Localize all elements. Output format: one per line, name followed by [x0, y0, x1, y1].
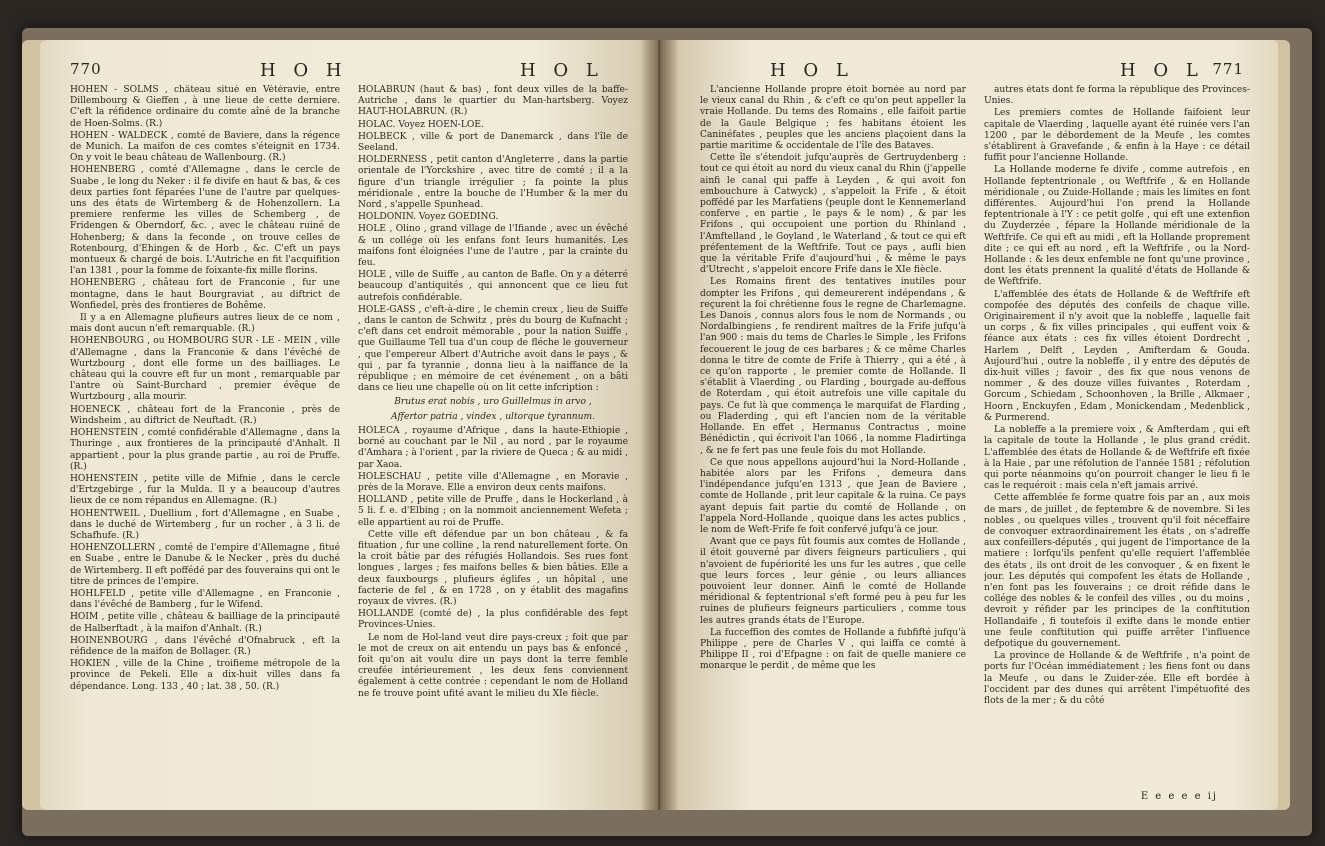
- paragraph: Ce que nous appellons aujourd'hui la Nord-Hollande , habitée alors par les Frifons , demeura dans l'indépendance jufqu'en 1313 , que Jean de Baviere , comte de Hollande , prit leur capitale & la ruina. Ce pays ayant depuis fait partie du comté de Hollande , on l'appela Nord-Hollande , quoique dans les actes publics , le nom de Weft-Frife fe foit confervé jufqu'à ce jour.: [700, 457, 966, 535]
- paragraph: HOLE , Olino , grand village de l'Ifiande , avec un évêché & un collége où les enfans font leurs humanités. Les maifons font éloignées l'une de l'autre , par la crainte du feu.: [358, 224, 628, 269]
- paragraph: HOLLAND , petite ville de Pruffe , dans le Hockerland , à 5 li. f. e. d'Elbing ; on la nommoit anciennement Wefeta ; elle appartient au roi de Pruffe.: [358, 495, 628, 528]
- paragraph: HOLDONIN. Voyez GOEDING.: [358, 212, 499, 223]
- paragraph: HOLAC. Voyez HOEN-LOE.: [358, 119, 484, 130]
- running-head-right-col: H O L: [520, 60, 604, 81]
- running-head-right-col: H O L: [1120, 60, 1204, 81]
- paragraph: Brutus erat nobis , uro Guillelmus in arvo ,: [394, 397, 592, 408]
- paragraph: Cette ville eft défendue par un bon château , & fa fituation , fur une colline , la rend naturellement forte. On la croit bâtie par des réfugiés Hollandois. Ses rues font longues , larges ; fes maifons belles & bien bâties. Elle a deux fauxbourgs , plufieurs églifes , un hôpital , une facterie de fel , & en 1728 , on y établit des magafins royaux de vivres. (R.): [358, 529, 628, 607]
- paragraph: L'ancienne Hollande propre étoit bornée au nord par le vieux canal du Rhin , & c'eft ce qu'on peut appeller la vraie Hollande. Du tems des Romains , elle faifoit partie de la Gaule Belgique ; fes habitans étoient les Caninéfates , peuples que les anciens plaçoient dans la partie maritime & occidentale de l'île des Bataves.: [700, 85, 966, 152]
- signature-mark: E e e e e ij: [1140, 791, 1218, 802]
- paragraph: HOHENBERG , château fort de Franconie , fur une montagne, dans le haut Bourgraviat , au diftrict de Wonfiedel, près des frontieres de Bohême.: [70, 278, 340, 311]
- paragraph: HOLLANDE (comté de) , la plus confidérable des fept Provinces-Unies.: [358, 609, 628, 631]
- paragraph: HOHENSTEIN , petite ville de Mifnie , dans le cercle d'Ertzgebirge , fur la Mulda. Il y a beaucoup d'autres lieux de ce nom répandus en Allemagne. (R.): [70, 473, 340, 507]
- left-page: [40, 40, 658, 810]
- paragraph: Affertor patria , vindex , ultorque tyrannum.: [390, 411, 596, 422]
- paragraph: HOHENZOLLERN , comté de l'empire d'Allemagne , fitué en Suabe , entre le Danube & le Necker , près du duché de Wirtemberg. Il eft poffédé par des fouverains qui ont le titre de princes de l'empire.: [70, 543, 340, 587]
- paragraph: L'affemblée des états de Hollande & de Weftfrife eft compofée des députés des confeils de chaque ville. Originairement il n'y avoit que la nobleffe , laquelle fait un corps , & fix villes principales , qui euffent voix & féance aux états : ces fix villes étoient Dordrecht , Harlem , Delft , Leyden , Amfterdam & Gouda. Aujourd'hui , outre la nobleffe , il y entre des députés de dix-huit villes ; favoir , des fix que nous venons de nommer , & des douze villes fuivantes , Roterdam , Gorcum , Schiedam , Schoonhoven , la Brille , Alkmaer , Hoorn , Enckuyfen , Edam , Monickendam , Medenblick , & Purmerend.: [984, 289, 1250, 423]
- paragraph: HOHEN - WALDECK , comté de Baviere, dans la régence de Munich. La maifon de ces comtes s'éteignit en 1734. On y voit le beau château de Wallenbourg. (R.): [70, 130, 340, 164]
- paragraph: La nobleffe a la premiere voix , & Amfterdam , qui eft la capitale de toute la Hollande , le plus grand crédit. L'affemblée des états de Hollande & de Weftfrife eft fixée à la Haie , par une réfolution de l'année 1581 ; réfolution qui porte néanmoins qu'on pourroit changer le lieu fi le cas le requéroit : mais cela n'eft jamais arrivé.: [984, 425, 1250, 492]
- paragraph: HOHENBOURG , ou HOMBOURG SUR - LE - MEIN , ville d'Allemagne , dans la Franconie & dans l'évêché de Wurtzbourg , dont elle forme un des bailliages. Le château qui la couvre eft fur un mont , remarquable par l'antre où Saint-Burchard , premier évêque de Wurtzbourg , alla mourir.: [70, 336, 340, 403]
- paragraph: HOIM , petite ville , château & bailliage de la principauté de Halberftadt , à la maifon d'Anhalt. (R.): [70, 612, 340, 634]
- paragraph: Les Romains firent des tentatives inutiles pour dompter les Frifons , qui demeurerent indépendans , & reçurent la foi chrétienne fous le regne de Charlemagne. Les Danois , connus alors fous le nom de Normands , ou Nordalbingiens , fe rendirent maîtres de la Frife jufqu'à l'an 900 : mais du tems de Charles le Simple , les Frifons fecouerent le joug de ces barbares ; & ce même Charles donna le titre de comte de Frife à Thierry , qui a été , à ce qu'on rapporte , le premier comte de Hollande. Il s'établit à Vlaerding , ou Flarding , bourgade au-deffous de Roterdam , qui étoit autrefois une ville capitale du pays. Ce fut là que commença le marquifat de Flarding , ou Fladerding , qui eft l'ancien nom de la véritable Hollande. En effet , Hermanus Contractus , moine Bénédictin , qui écrivoit l'an 1066 , la nomme Fladirtinga , & ne fe fert pas une feule fois du mot Hollande.: [700, 277, 966, 456]
- running-head-left-col: H O L: [770, 60, 854, 81]
- paragraph: HOHLFELD , petite ville d'Allemagne , en Franconie , dans l'évêché de Bamberg , fur le Wifend.: [70, 588, 340, 611]
- page-number-right: 771: [1212, 60, 1244, 78]
- page-number-left: 770: [70, 60, 102, 78]
- paragraph: HOENECK , château fort de la Franconie , près de Windsheim , au diftrict de Neuftadt. (R.): [70, 404, 340, 426]
- paragraph: HOHEN - SOLMS , château situé en Vétéravie, entre Dillembourg & Gieffen , à une lieue de cette derniere. C'eft la réfidence ordinaire du comte aîné de la branche de Hoen-Solms. (R.): [70, 85, 340, 129]
- paragraph: HOLESCHAU , petite ville d'Allemagne , en Moravie , près de la Morave. Elle a environ deux cents maifons.: [358, 471, 628, 493]
- paragraph: Cette île s'étendoit jufqu'auprès de Gertruydenberg : tout ce qui étoit au nord du vieux canal du Rhin (j'appelle ainfi le canal qui paffe à Leyden , & qui avoit fon embouchure à Catwyck) , s'appeloit la Frife , & étoit poffédé par les Marfatiens (peuple dont le Kennemerland conferve , en partie , le pays & le nom) , & par les Frifons , qui occupoient une portion du Rhinland , l'Amftelland , le Goyland , le Waterland , & tout ce qui eft préfentement de la Weftfrife. Tout ce pays , aufli bien que la véritable Frife d'aujourd'hui , & même le pays d'Utrecht , s'appeloit encore Frife dans le XIe fiècle.: [700, 153, 966, 276]
- paragraph: HOKIEN , ville de la Chine , troifieme métropole de la province de Pekeli. Elle a dix-huit villes dans fa dépendance. Long. 133 , 40 ; lat. 38 , 50. (R.): [70, 659, 340, 692]
- paragraph: HOHENSTEIN , comté confidérable d'Allemagne , dans la Thuringe , aux frontieres de la principauté d'Anhalt. Il appartient , pour la plus grande partie , au roi de Pruffe. (R.): [70, 428, 340, 472]
- paragraph: HOLECA , royaume d'Afrique , dans la haute-Ethiopie , borné au couchant par le Nil , au nord , par le royaume d'Amhara ; à l'orient , par la riviere de Queca ; & au midi , par Xaoa.: [358, 425, 628, 470]
- left-page-column-1: [70, 85, 340, 796]
- right-page-column-2: [984, 85, 1250, 796]
- paragraph: HOINENBOURG , dans l'évêché d'Ofnabruck , eft la réfidence de la maifon de Bollager. (R.): [70, 635, 340, 657]
- paragraph: Cette affemblée fe forme quatre fois par an , aux mois de mars , de juillet , de feptembre & de novembre. Si les nobles , ou quelques villes , trouvent qu'il foit néceffaire de convoquer extraordinairement les états , on s'adreffe aux confeillers-députés , qui jugent de l'importance de la matiere : lorfqu'ils penfent qu'elle requiert l'affemblée des états , ils ont droit de les convoquer , & en fixent le jour. Les députés qui compofent les états de Hollande , n'en font pas les fouverains ; ce droit réfide dans le collége des nobles & le confeil des villes , ou du moins , devroit y réfider par les principes de la conftitution Hollandaife , fi toutefois il exifte dans le monde entier une feule conftitution qui puiffe arrêter l'influence defpotique du gouvernement.: [984, 493, 1250, 649]
- paragraph: Il y a en Allemagne plufieurs autres lieux de ce nom , mais dont aucun n'eft remarquable. (R.): [70, 313, 340, 335]
- running-head-left-col: H O H: [260, 60, 348, 81]
- left-page-header: [40, 60, 658, 82]
- paragraph: HOHENTWEIL , Duellium , fort d'Allemagne , en Suabe , dans le duché de Wirtemberg , fur un rocher , à 3 li. de Schafhufe. (R.): [70, 508, 340, 541]
- paragraph: HOLE-GASS , c'eft-à-dire , le chemin creux , lieu de Suiffe , dans le canton de Schwitz , près du bourg de Kufnacht ; c'eft dans cet endroit mémorable , pour la nation Suiffe , que Guillaume Tell tua d'un coup de fléche le gouverneur , que l'empereur Albert d'Autriche avoit dans le pays , & qui , par fa tyrannie , donna lieu à la naiffance de la république ; en mémoire de cet événement , on a bâti dans ce lieu une chapelle où on lit cette infcription :: [358, 304, 628, 394]
- paragraph: autres états dont fe forma la république des Provinces-Unies.: [984, 85, 1250, 107]
- paragraph: HOLABRUN (haut & bas) , font deux villes de la baffe-Autriche , dans le quartier du Man-hartsberg. Voyez HAUT-HOLABRUN. (R.): [358, 85, 628, 118]
- paragraph: HOLDERNESS , petit canton d'Angleterre , dans la partie orientale de l'Yorckshire , avec titre de comté ; il a la figure d'un triangle irrégulier ; fa pointe la plus méridionale , entre la bouche de l'Humber & la mer du Nord , s'appelle Spunhead.: [358, 155, 628, 211]
- paragraph: La Hollande moderne fe divife , comme autrefois , en Hollande feptentrionale , ou Weftfrife , & en Hollande méridionale , ou Zuide-Hollande ; mais les limites en font différentes. Aujourd'hui l'on prend la Hollande feptentrionale à l'Y : ce petit golfe , qui eft une extenfion du Zuyderzée , fépare la Hollande méridionale de la Weftfrife. Ce qui eft au midi , eft la Hollande proprement dite ; ce qui eft au nord , eft la Weftfrife , ou la Nord-Hollande : & les deux enfemble ne font qu'une province , dont les états prennent la qualité d'états de Hollande & de Weftfrife.: [984, 165, 1250, 288]
- paragraph: HOLE , ville de Suiffe , au canton de Bafle. On y a déterré beaucoup d'antiquités , qui annoncent que ce lieu fut autrefois confidérable.: [358, 270, 628, 303]
- left-page-column-2: [358, 85, 628, 796]
- right-page-columns: [700, 85, 1250, 796]
- paragraph: Le nom de Hol-land veut dire pays-creux ; foit que par le mot de creux on ait entendu un pays bas & enfoncé , foit qu'on ait voulu dire un pays dont la terre femble creufée intérieurement , les deux fens conviennent également à cette contrée : cependant le nom de Holland ne fe trouve point ufité avant le milieu du XIe fiècle.: [358, 632, 628, 699]
- paragraph: La province de Hollande & de Weftfrife , n'a point de ports fur l'Océan immédiatement ; les fiens font ou dans la Meufe , ou dans le Zuider-zée. Elle eft bordée à l'occident par des dunes qui arrêtent l'impétuofité des flots de la mer ; & du côté: [984, 651, 1250, 706]
- paragraph: Les premiers comtes de Hollande faifoient leur capitale de Vlaerding , laquelle ayant été ruinée vers l'an 1200 , par le débordement de la Meufe , les comtes s'établirent à Gravefande , & enfin à la Haye : ce détail fuffit pour l'ancienne Hollande.: [984, 108, 1250, 164]
- paragraph: HOLBECK , ville & port de Danemarck , dans l'île de Seeland.: [358, 131, 628, 154]
- left-page-columns: [70, 85, 628, 796]
- paragraph: HOHENBERG , comté d'Allemagne , dans le cercle de Suabe , le long du Neker : il fe divife en haut & bas, & ces deux parties font féparées l'une de l'autre par quelques-uns des états de Wirtemberg & de Hohenzollern. La premiere renferme les villes de Schemberg , de Fridengen & Oberndorf, &c. , avec le château ruiné de Hohenberg; & dans la feconde , on trouve celles de Rotenbourg, d'Ehingen & de Horb , &c. C'eft un pays montueux & chargé de bois. L'Autriche en fit l'acquifition l'an 1381 , pour la fomme de foixante-fix mille florins.: [70, 165, 340, 277]
- right-page-header: [660, 60, 1278, 82]
- paragraph: Avant que ce pays fût foumis aux comtes de Hollande , il étoit gouverné par divers feigneurs particuliers , qui n'avoient de fupériorité les uns fur les autres , que celle que leurs forces , leur génie , ou leurs alliances pouvoient leur donner. Ainfi le comté de Hollande méridional & feptentrional s'eft formé peu à peu fur les ruines de plufieurs feigneurs particuliers , comme tous les autres grands états de l'Europe.: [700, 537, 966, 626]
- paragraph: La fucceffion des comtes de Hollande a fubfifté jufqu'à Philippe , pere de Charles V , qui laiffa ce comté à Philippe II , roi d'Efpagne : on fait de quelle maniere ce monarque le perdit , de même que les: [700, 627, 966, 672]
- right-page-column-1: [700, 85, 966, 796]
- right-page: [660, 40, 1278, 810]
